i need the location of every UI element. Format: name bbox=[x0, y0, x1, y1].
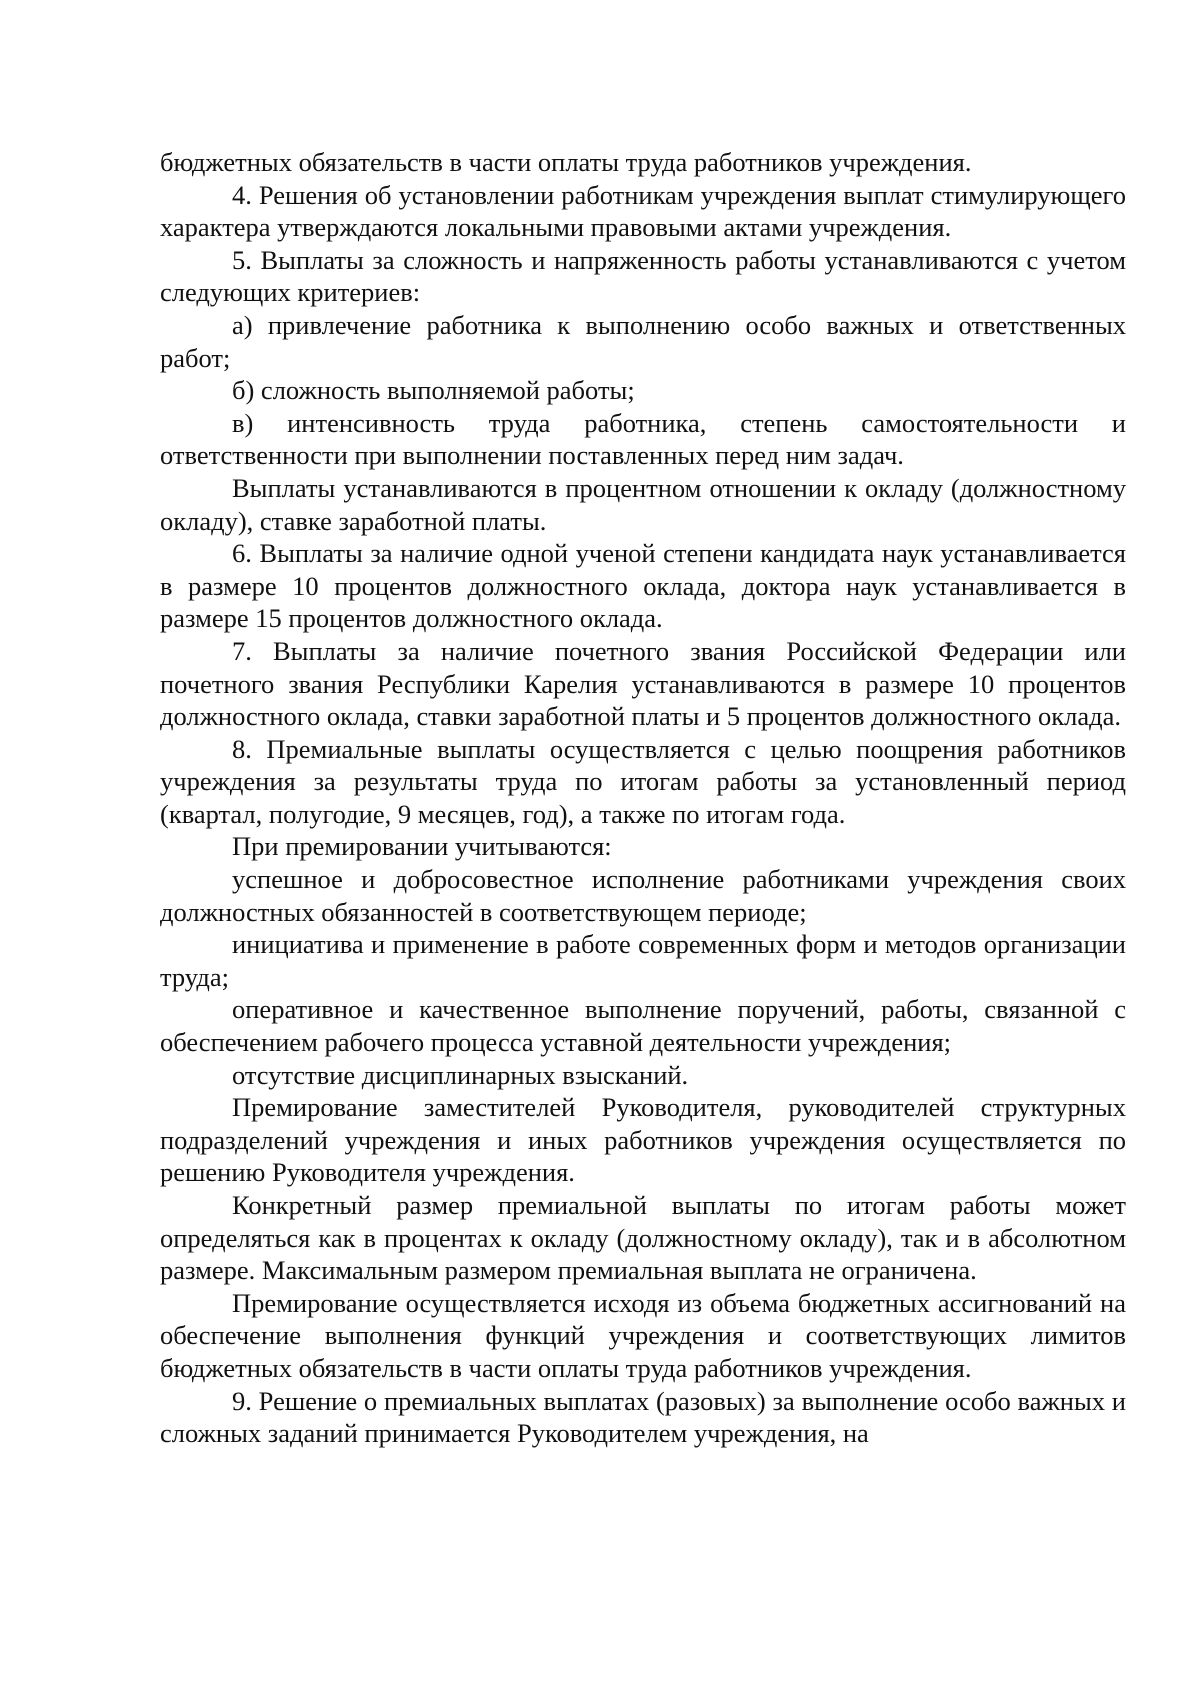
paragraph-bonus-amount: Конкретный размер премиальной выплаты по итогам работы может определяться как в процентах к окладу (должностному окладу), так и в абсолютном размере. Максимальным размером премиальная выплата не ограничена. bbox=[160, 1190, 1126, 1286]
paragraph-criterion-b: б) сложность выполняемой работы; bbox=[232, 375, 635, 406]
paragraph-bonus-criterion-1: успешное и добросовестное исполнение работниками учреждения своих должностных обязанностей в соответствующем периоде; bbox=[160, 864, 1126, 927]
paragraph-item-8: 8. Премиальные выплаты осуществляется с целью поощрения работников учреждения за результаты труда по итогам работы за установленный период (квартал, полугодие, 9 месяцев, год), а также по итогам года. bbox=[160, 733, 1126, 829]
paragraph-bonus-deputies: Премирование заместителей Руководителя, руководителей структурных подразделений учреждения и иных работников учреждения осуществляется по решению Руководителя учреждения. bbox=[160, 1092, 1126, 1188]
document-body bbox=[160, 146, 1126, 1450]
paragraph-item-4: 4. Решения об установлении работникам учреждения выплат стимулирующего характера утверждаются локальными правовыми актами учреждения. bbox=[160, 179, 1126, 243]
paragraph-bonus-criterion-3: оперативное и качественное выполнение поручений, работы, связанной с обеспечением рабочего процесса уставной деятельности учреждения; bbox=[160, 994, 1126, 1058]
paragraph-item-7: 7. Выплаты за наличие почетного звания Российской Федерации или почетного звания Республики Карелия устанавливаются в размере 10 процентов должностного оклада, ставки заработной платы и 5 процентов должностного оклада. bbox=[160, 635, 1126, 732]
paragraph-bonus-considered: При премировании учитываются: bbox=[232, 831, 612, 862]
paragraph-item-6: 6. Выплаты за наличие одной ученой степени кандидата наук устанавливается в размере 10 процентов должностного оклада, доктора наук устанавливается в размере 15 процентов должностного оклада. bbox=[160, 538, 1126, 634]
paragraph-item-5: 5. Выплаты за сложность и напряженность работы устанавливаются с учетом следующих критериев: bbox=[160, 244, 1126, 308]
paragraph-payment-percent: Выплаты устанавливаются в процентном отношении к окладу (должностному окладу), ставке заработной платы. bbox=[160, 472, 1126, 536]
paragraph-bonus-criterion-2: инициатива и применение в работе современных форм и методов организации труда; bbox=[160, 929, 1126, 992]
paragraph-bonus-criterion-4: отсутствие дисциплинарных взысканий. bbox=[232, 1059, 689, 1090]
paragraph-bonus-funding: Премирование осуществляется исходя из объема бюджетных ассигнований на обеспечение выполнения функций учреждения и соответствующих лимитов бюджетных обязательств в части оплаты труда работников учреждения. bbox=[160, 1287, 1126, 1383]
paragraph-criterion-a: а) привлечение работника к выполнению особо важных и ответственных работ; bbox=[160, 309, 1126, 373]
paragraph-continuation: бюджетных обязательств в части оплаты труда работников учреждения. bbox=[160, 147, 972, 177]
paragraph-item-9: 9. Решение о премиальных выплатах (разовых) за выполнение особо важных и сложных заданий принимается Руководителем учреждения, на bbox=[160, 1385, 1126, 1449]
paragraph-criterion-v: в) интенсивность труда работника, степень самостоятельности и ответственности при выполнении поставленных перед ним задач. bbox=[160, 407, 1126, 471]
